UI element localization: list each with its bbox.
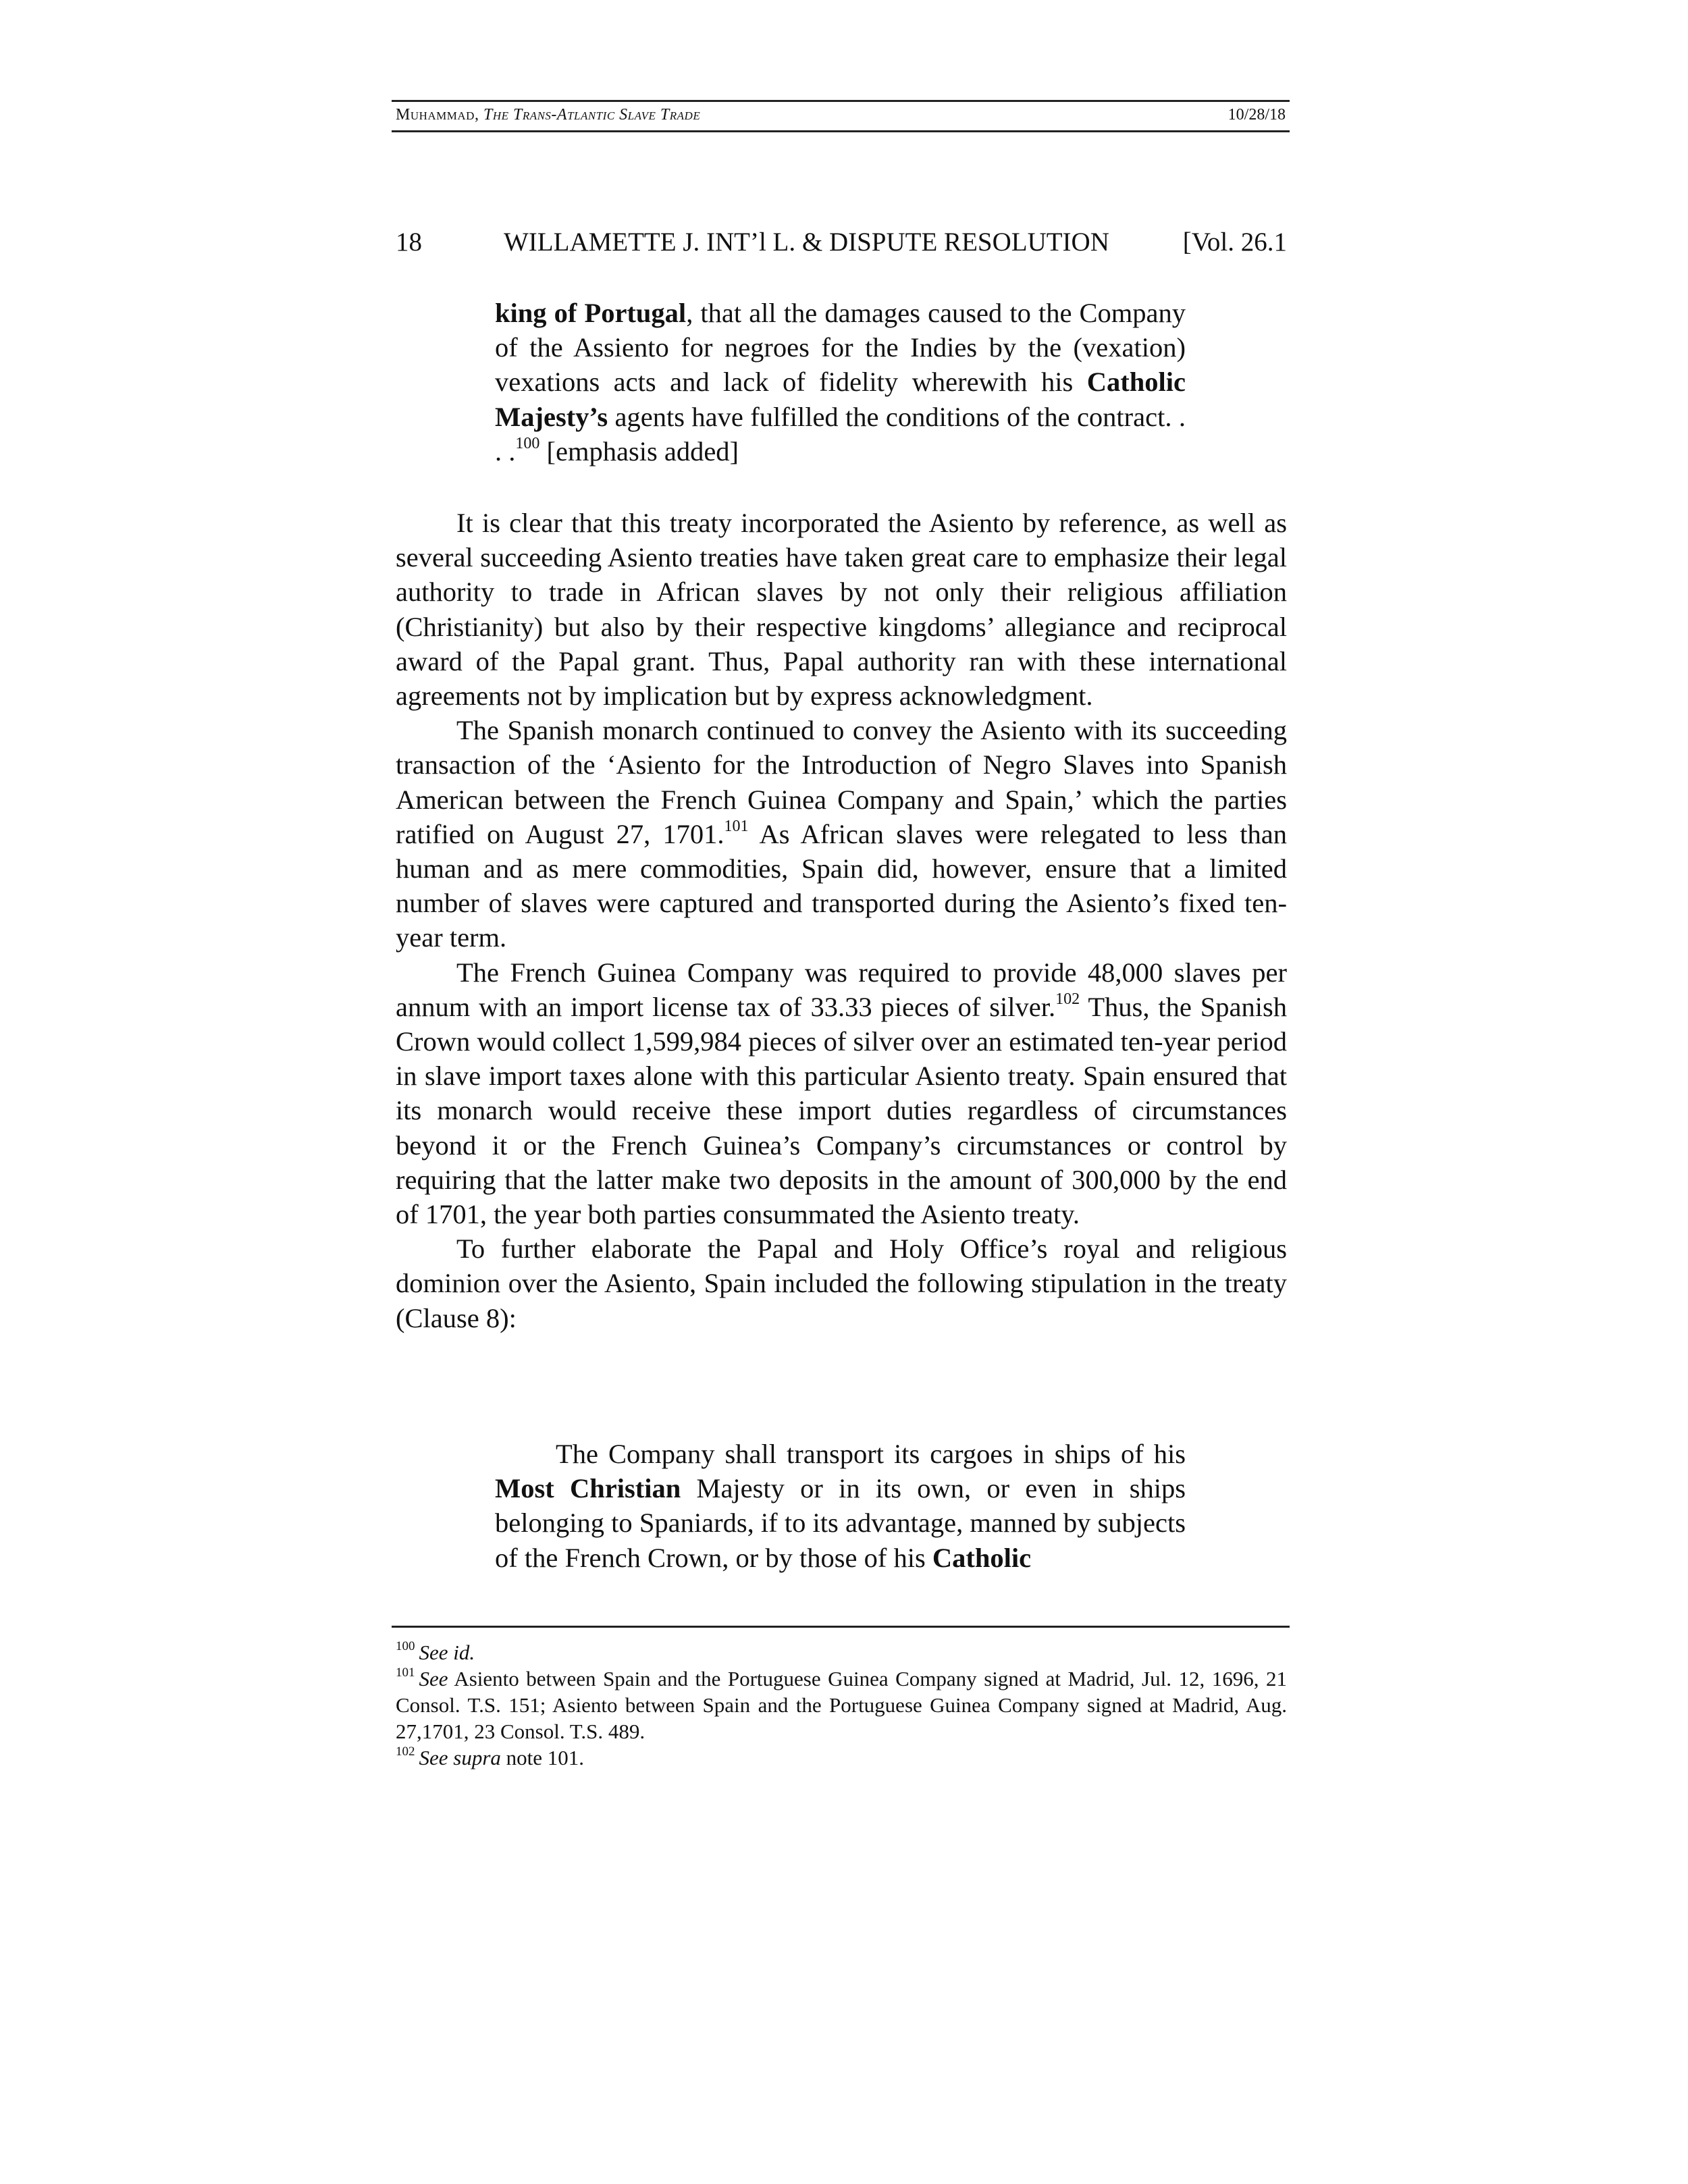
- footnotes: [396, 1639, 1287, 1771]
- running-head-author: Muhammad,: [396, 106, 479, 124]
- block-quote-1: [495, 296, 1186, 469]
- quote-2-paragraph: [495, 1437, 1186, 1575]
- footnote-divider: [392, 1626, 1290, 1628]
- footnote-101: [396, 1666, 1287, 1744]
- body-paragraph-2-part-b: As African slaves were relegated to less than human and as mere commodities, Spain did, however, ensure that a limited number of slaves were captured and transported during the Asiento’s fixed ten-year term.: [396, 818, 1287, 953]
- volume-label: [Vol. 26.1: [1182, 228, 1287, 257]
- quote-2-bold-2: Catholic: [932, 1542, 1032, 1573]
- running-head-citation: [396, 106, 700, 124]
- footnote-ref-101[interactable]: 101: [724, 817, 749, 835]
- running-head-title: The Trans-Atlantic Slave Trade: [483, 106, 701, 124]
- quote-2-text-1: The Company shall transport its cargoes in ships of his: [556, 1439, 1186, 1469]
- quote-2-text-2: Majesty or in its own, or even in ships belonging to Spaniards, if to its advantage, manned by subjects of the French Crown, or by those of his: [495, 1473, 1186, 1573]
- footnote-signal: See supra: [419, 1746, 501, 1769]
- footnote-signal: See id.: [419, 1641, 475, 1664]
- body-text: [396, 506, 1287, 1335]
- footnote-text: note 101.: [500, 1746, 585, 1769]
- footnote-text: Asiento between Spain and the Portuguese Guinea Company signed at Madrid, Jul. 12, 1696, 21 Consol. T.S. 151; Asiento between Spain and the Portuguese Guinea Company signed at Madrid, Aug. 27,1701, 23 Consol. T.S. 489.: [396, 1667, 1287, 1743]
- quote-1-bold-1: king of Portugal: [495, 298, 687, 328]
- footnote-number: 102: [396, 1744, 415, 1759]
- body-paragraph-4: To further elaborate the Papal and Holy Office’s royal and religious dominion over the Asiento, Spain included the following stipulation in the treaty (Clause 8):: [396, 1233, 1287, 1333]
- quote-2-bold-1: Most Christian: [495, 1473, 681, 1504]
- footnote-100: [396, 1639, 1287, 1666]
- quote-1-text-2: agents have fulfilled the conditions of the contract. . . .: [495, 401, 1186, 467]
- footnote-signal: See: [419, 1667, 448, 1690]
- footnote-ref-100[interactable]: 100: [515, 434, 540, 452]
- running-head: [392, 100, 1290, 132]
- footnote-ref-102[interactable]: 102: [1055, 990, 1080, 1008]
- body-paragraph-3: [396, 955, 1287, 1232]
- journal-title: WILLAMETTE J. INT’l L. & DISPUTE RESOLUTION: [504, 228, 1109, 257]
- body-paragraph-3-part-a: The French Guinea Company was required to provide 48,000 slaves per annum with an import license tax of 33.33 pieces of silver.: [396, 957, 1287, 1022]
- body-paragraph-2-part-a: The Spanish monarch continued to convey the Asiento with its succeeding transaction of the ‘Asiento for the Introduction of Negro Slaves into Spanish American between the French Guinea Company and Spain,’ which the parties ratified on August 27, 1701.: [396, 715, 1287, 849]
- body-paragraph-3-part-b: Thus, the Spanish Crown would collect 1,599,984 pieces of silver over an estimated ten-year period in slave import taxes alone with this particular Asiento treaty. Spain ensured that its monarch would receive these import duties regardless of circumstances beyond it or the French Guinea’s Company’s circumstances or control by requiring that the latter make two deposits in the amount of 300,000 by the end of 1701, the year both parties consummated the Asiento treaty.: [396, 991, 1288, 1230]
- quote-1-text-1: , that all the damages caused to the Company of the Assiento for negroes for the Indies by the (vexation) vexations acts and lack of fidelity wherewith his: [495, 298, 1186, 398]
- quote-1-text-3: [emphasis added]: [539, 435, 739, 467]
- running-head-date: 10/28/18: [1228, 106, 1286, 124]
- footnote-number: 100: [396, 1639, 415, 1653]
- footnote-102: [396, 1744, 1287, 1771]
- block-quote-2: [495, 1437, 1186, 1575]
- page-number: 18: [396, 228, 422, 257]
- body-paragraph-2: [396, 713, 1287, 955]
- page-header: [396, 227, 1287, 261]
- body-paragraph-1: It is clear that this treaty incorporated the Asiento by reference, as well as several succeeding Asiento treaties have taken great care to emphasize their legal authority to trade in African slaves by not only their religious affiliation (Christianity) but also by their respective kingdoms’ allegiance and reciprocal award of the Papal grant. Thus, Papal authority ran with these international agreements not by implication but by express acknowledgment.: [396, 508, 1287, 712]
- quote-1-bold-2: Catholic Majesty’s: [495, 367, 1186, 432]
- quote-1-paragraph: [495, 296, 1186, 469]
- footnote-number: 101: [396, 1666, 415, 1680]
